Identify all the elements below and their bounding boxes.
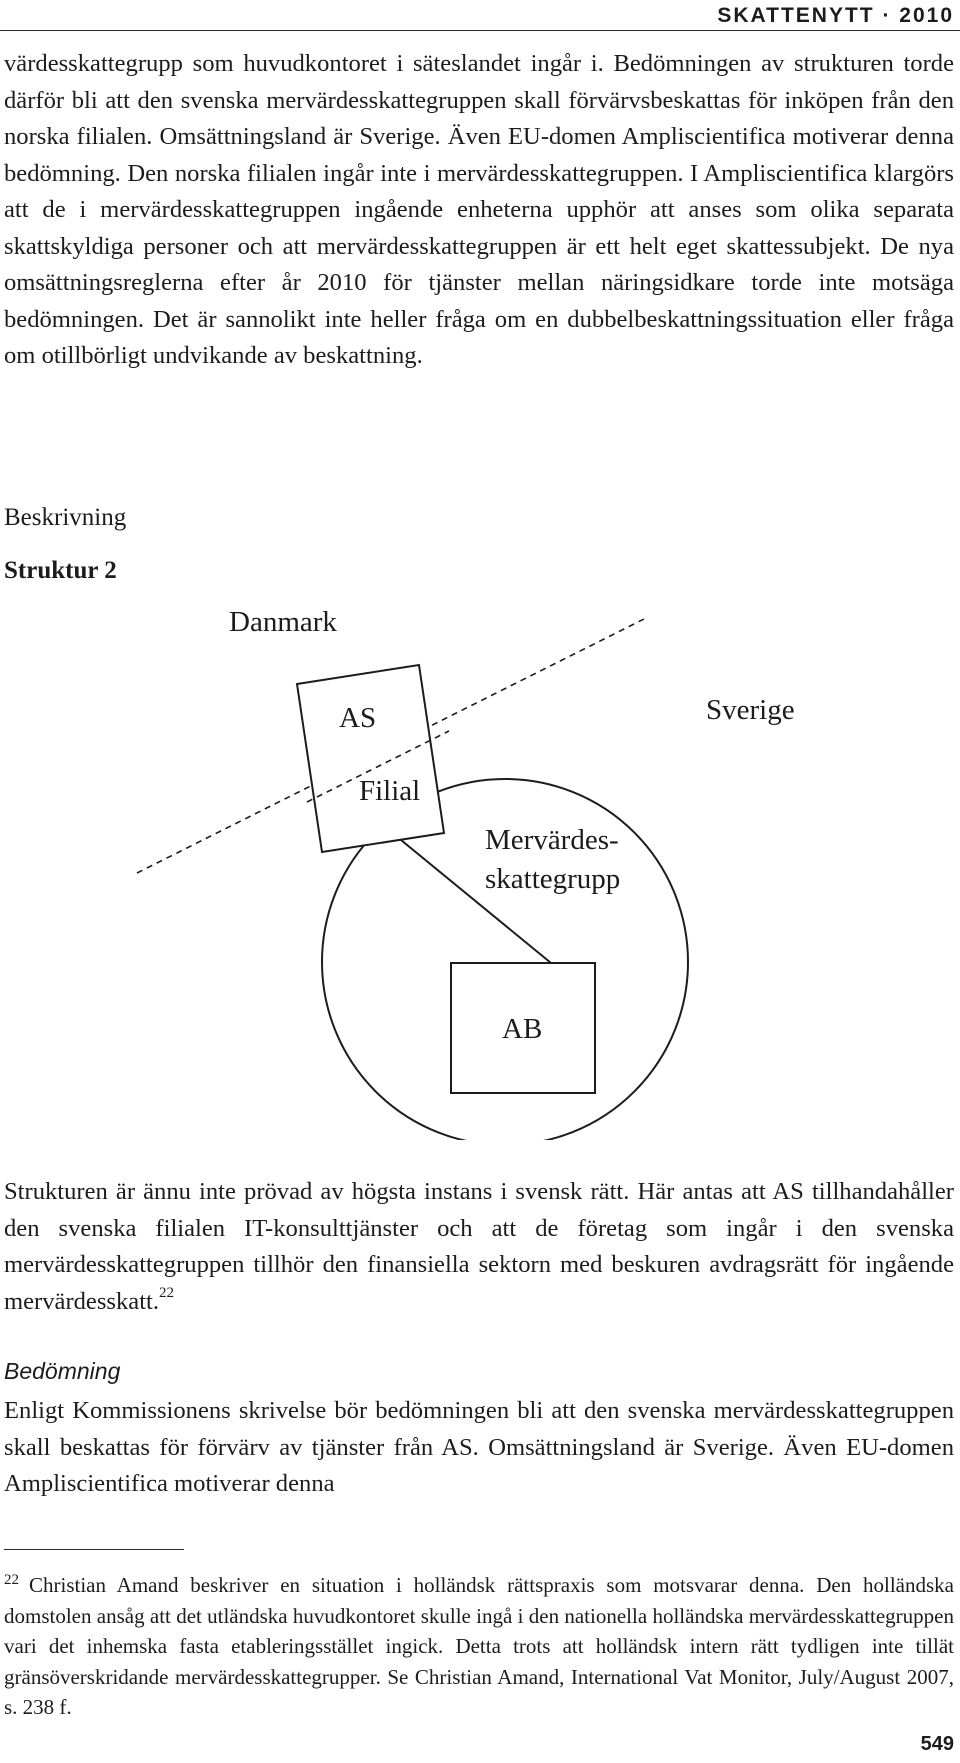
footnote-reference: 22: [159, 1284, 175, 1301]
structure-diagram: [0, 600, 960, 1140]
label-sweden: Sverige: [706, 694, 795, 726]
assessment-heading: Bedömning: [4, 1358, 121, 1384]
footnote-number: 22: [4, 1572, 19, 1588]
box-filial-label: Filial: [359, 775, 421, 807]
footnote: [4, 1565, 954, 1723]
as-box: [297, 665, 444, 852]
box-as-label: AS: [339, 702, 377, 734]
label-denmark: Danmark: [229, 606, 337, 638]
filial-ab-connector: [401, 840, 551, 963]
section-label: Beskrivning: [4, 504, 127, 531]
group-label-line2: skattegrupp: [485, 863, 621, 895]
body-paragraph-1: värdesskattegrupp som huvudkontoret i säteslandet ingår i. Bedömningen av strukturen torde därför bli att den svenska mervärdesskattegruppen skall förvärvsbeskattas för inköpen från den norska filialen. Omsättningsland är Sverige. Även EU-domen Ampliscientifica motiverar denna bedömning. Den norska filialen ingår inte i mervärdesskattegruppen. I Ampliscientifica klargörs att de i mervärdesskattegruppen ingående enheterna upphör att anses som olika separata skattskyldiga personer och att mervärdesskattegruppen är ett helt eget skattessubjekt. De nya omsättningsreglerna efter år 2010 för tjänster mellan näringsidkare torde inte motsäga bedömningen. Det är sannolikt inte heller fråga om en dubbelbeskattningssituation eller fråga om otillbörligt undvikande av beskattning.: [4, 50, 954, 369]
group-label-line1: Mervärdes-: [485, 824, 619, 856]
body-paragraph-3: Enligt Kommissionens skrivelse bör bedömningen bli att den svenska mervärdesskattegruppen skall beskattas för förvärv av tjänster från AS. Omsättningsland är Sverige. Även EU-domen Ampliscientifica motiverar denna: [4, 1397, 954, 1497]
footnote-text: Christian Amand beskriver en situation i holländsk rättspraxis som motsvarar denna. Den holländska domstolen ansåg att det utländska huvudkontoret skulle ingå i den nationella holländska mervärdesskattegruppen vari det inhemska fasta etableringsstället ingick. Detta trots att holländsk intern rätt tydligen inte tillät gränsöverskridande mervärdesskattegrupper. Se Christian Amand, International Vat Monitor, July/August 2007, s. 238 f.: [4, 1573, 954, 1719]
page-header: [0, 4, 960, 31]
body-paragraph-2: [4, 1174, 954, 1320]
footnote-divider: [4, 1549, 184, 1550]
running-head: SKATTENYTT · 2010: [717, 4, 954, 27]
paragraph-2-text: Strukturen är ännu inte prövad av högsta instans i svensk rätt. Här antas att AS tillhandahåller den svenska filialen IT-konsulttjänster och att de företag som ingår i den svenska mervärdesskattegruppen tillhör den finansiella sektorn med beskuren avdragsrätt för ingående mervärdesskatt.: [4, 1178, 954, 1315]
structure-title: Struktur 2: [4, 557, 117, 584]
box-ab-label: AB: [502, 1013, 543, 1045]
page-number: 549: [920, 1733, 954, 1755]
